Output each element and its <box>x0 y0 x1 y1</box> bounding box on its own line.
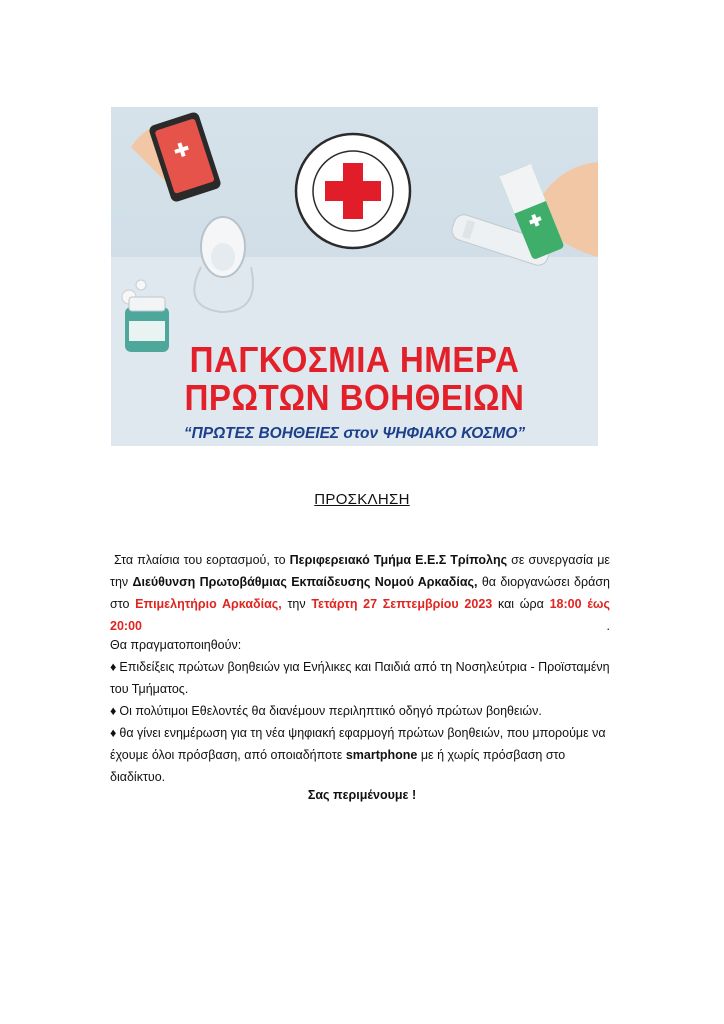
bullet-icon: ♦ <box>110 726 117 740</box>
list-item <box>110 700 610 722</box>
list-item-continued <box>110 744 610 788</box>
phone-icon <box>131 111 222 203</box>
event-venue: Επιμελητήριο Αρκαδίας, <box>135 597 282 611</box>
intro-paragraph <box>110 549 610 637</box>
closing-line: Σας περιμένουμε ! <box>307 788 417 802</box>
list-item <box>110 656 610 678</box>
banner-subtitle: “ΠΡΩΤΕΣ ΒΟΗΘΕΙΕΣ στον ΨΗΦΙΑΚΟ ΚΟΣΜΟ” <box>183 425 526 442</box>
smartphone-keyword: smartphone <box>345 748 418 762</box>
list-item-text: θα γίνει ενημέρωση για τη νέα ψηφιακή εφαρμογή πρώτων βοηθειών, που μπορούμε να <box>119 726 606 740</box>
intro-text: Στα πλαίσια του εορτασμού, το <box>114 553 290 567</box>
event-time: 18:00 έως 20:00 <box>110 597 610 633</box>
red-cross-logo <box>296 134 410 248</box>
intro-text: σε συνεργασία με την <box>110 553 610 589</box>
list-item-text: Οι πολύτιμοι Εθελοντές θα διανέμουν περιληπτικό οδηγό πρώτων βοηθειών. <box>119 704 542 718</box>
list-item-text: με ή χωρίς πρόσβαση στο διαδίκτυο. <box>110 748 566 784</box>
invitation-heading: ΠΡΟΣΚΛΗΣΗ <box>314 491 410 508</box>
banner-title-line2: ΠΡΩΤΩΝ ΒΟΗΘΕΙΩΝ <box>184 377 525 418</box>
activities-list <box>110 634 610 788</box>
list-item <box>110 722 610 744</box>
banner-title-line1: ΠΑΓΚΟΣΜΙΑ ΗΜΕΡΑ <box>189 339 520 380</box>
organizer-name: Περιφερειακό Τμήμα Ε.Ε.Σ Τρίπολης <box>289 553 508 567</box>
event-date: Τετάρτη 27 Σεπτεμβρίου 2023 <box>311 597 493 611</box>
list-item-text: έχουμε όλοι πρόσβαση, από οποιαδήποτε <box>110 748 346 762</box>
partner-name: Διεύθυνση Πρωτοβάθμιας Εκπαίδευσης Νομού Αρκαδίας, <box>132 575 478 589</box>
bullet-icon: ♦ <box>110 704 117 718</box>
bullet-icon: ♦ <box>110 660 117 674</box>
intro-text: και ώρα <box>492 597 550 611</box>
event-banner <box>111 107 598 446</box>
list-item-continued: του Τμήματος. <box>110 682 189 696</box>
list-item-text: Επιδείξεις πρώτων βοηθειών για Ενήλικες και Παιδιά από τη Νοσηλεύτρια - Προϊσταμένη <box>119 660 610 674</box>
activities-lead: Θα πραγματοποιηθούν: <box>110 638 242 652</box>
intro-text: θα διοργανώσει δράση στο <box>110 575 610 611</box>
intro-text: την <box>281 597 312 611</box>
intro-text: . <box>141 619 610 633</box>
